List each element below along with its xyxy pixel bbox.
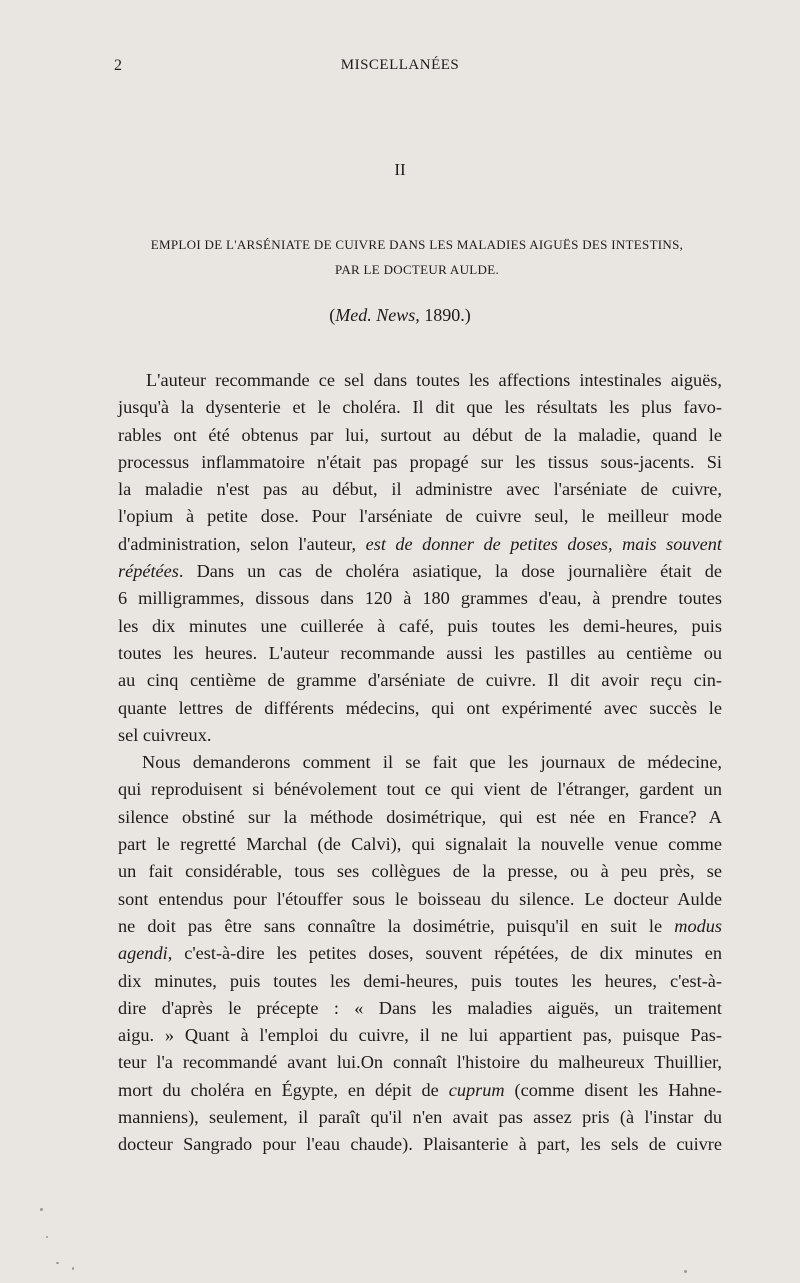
body-segment: d'administration, selon l'auteur, — [118, 533, 366, 554]
body-line — [118, 913, 722, 940]
body-line: docteur Sangrado pour l'eau chaude). Plaisanterie à part, les sels de cuivre — [118, 1134, 722, 1155]
body-line: dire d'après le précepte : « Dans les maladies aiguës, un traitement — [118, 997, 722, 1018]
body-line: un fait considérable, tous ses collègues de la presse, ou à peu près, se — [118, 861, 722, 882]
body-line: manniens), seulement, il paraît qu'il n'en avait pas assez pris (à l'instar du — [118, 1107, 722, 1128]
article-title — [112, 232, 722, 282]
source-open-paren: ( — [329, 305, 336, 325]
body-line — [118, 558, 722, 585]
body-emphasis: modus — [674, 915, 722, 936]
body-line: qui reproduisent si bénévolement tout ce qui vient de l'étranger, gardent un — [118, 779, 722, 800]
body-line: part le regretté Marchal (de Calvi), qui signalait la nouvelle venue comme — [118, 834, 722, 855]
body-line — [118, 1077, 722, 1104]
body-line: silence obstiné sur la méthode dosimétrique, qui est née en France? A — [118, 806, 722, 827]
source-close-paren: ) — [464, 305, 471, 325]
article-source — [0, 305, 800, 326]
source-journal: Med. News, — [335, 305, 420, 325]
body-segment: mort du choléra en Égypte, en dépit de — [118, 1079, 449, 1100]
body-text — [118, 367, 722, 1159]
body-emphasis: cuprum — [448, 1079, 505, 1100]
page-number: 2 — [114, 57, 122, 74]
body-line — [118, 940, 722, 967]
body-line — [118, 531, 722, 558]
body-segment: (comme disent les Hahne- — [504, 1079, 722, 1100]
body-line: quante lettres de différents médecins, qui ont expérimenté avec succès le — [118, 697, 722, 718]
body-line: l'opium à petite dose. Pour l'arséniate de cuivre seul, le meilleur mode — [118, 506, 722, 527]
paper-speck — [56, 1262, 59, 1264]
paper-speck — [40, 1208, 43, 1211]
body-segment: ne doit pas être sans connaître la dosimétrie, puisqu'il en suit le — [118, 915, 675, 936]
section-number: II — [394, 160, 406, 179]
body-line: L'auteur recommande ce sel dans toutes les affections intestinales aiguës, — [146, 370, 722, 390]
body-line: les dix minutes une cuillerée à café, puis toutes les demi-heures, puis — [118, 615, 722, 636]
body-emphasis: répétées — [118, 561, 179, 582]
body-line: aigu. » Quant à l'emploi du cuivre, il ne lui appartient pas, puisque Pas- — [118, 1025, 722, 1046]
body-line: au cinq centième de gramme d'arséniate de cuivre. Il dit avoir reçu cin- — [118, 670, 722, 691]
paper-speck — [72, 1267, 74, 1270]
paper-speck — [684, 1270, 687, 1273]
body-line: sont entendus pour l'étouffer sous le boisseau du silence. Le docteur Aulde — [118, 888, 722, 909]
paper-speck — [46, 1236, 48, 1238]
article-title-line-2: PAR LE DOCTEUR AULDE. — [335, 262, 499, 277]
body-emphasis: agendi — [118, 943, 168, 964]
body-line: la maladie n'est pas au début, il administre avec l'arséniate de cuivre, — [118, 479, 722, 500]
source-year: 1890. — [424, 305, 465, 325]
body-line: 6 milligrammes, dissous dans 120 à 180 grammes d'eau, à prendre toutes — [118, 588, 722, 609]
article-title-line-1: EMPLOI DE L'ARSÉNIATE DE CUIVRE DANS LES MALADIES AIGUËS DES INTESTINS, — [150, 237, 684, 252]
body-segment: . Dans un cas de choléra asiatique, la dose journalière était de — [178, 561, 722, 582]
body-line: jusqu'à la dysenterie et le choléra. Il dit que les résultats les plus favo- — [118, 397, 722, 418]
body-line: Nous demanderons comment il se fait que les journaux de médecine, — [142, 752, 722, 773]
body-line: toutes les heures. L'auteur recommande aussi les pastilles au centième ou — [118, 642, 722, 663]
running-head: MISCELLANÉES — [340, 57, 460, 73]
body-segment: , c'est-à-dire les petites doses, souvent répétées, de dix minutes en — [167, 943, 722, 964]
body-line: sel cuivreux. — [118, 724, 212, 745]
body-line: processus inflammatoire n'était pas propagé sur les tissus sous-jacents. Si — [118, 451, 722, 472]
body-line: dix minutes, puis toutes les demi-heures, puis toutes les heures, c'est-à- — [118, 970, 722, 991]
body-emphasis: est de donner de petites doses, mais souvent — [365, 533, 722, 554]
body-line: rables ont été obtenus par lui, surtout au début de la maladie, quand le — [118, 424, 722, 445]
body-line: teur l'a recommandé avant lui.On connaît l'histoire du malheureux Thuillier, — [118, 1052, 722, 1073]
